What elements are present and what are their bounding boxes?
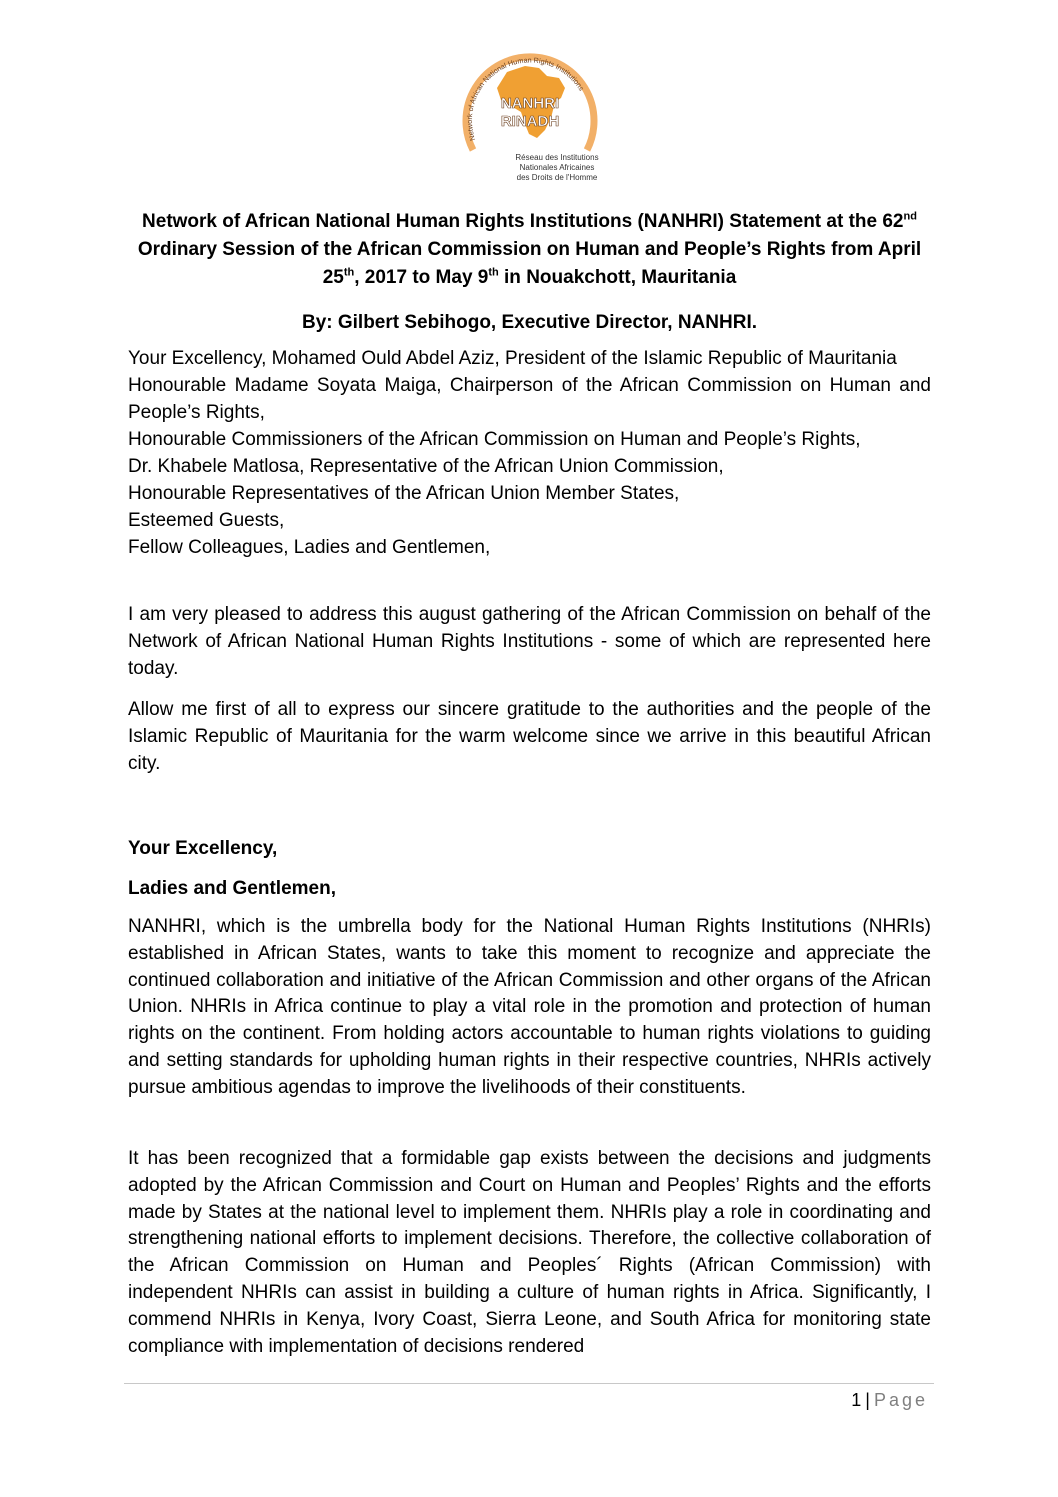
logo-line2: RINADH bbox=[500, 113, 560, 130]
salutation-line: Fellow Colleagues, Ladies and Gentlemen, bbox=[128, 537, 491, 558]
title-sup3: th bbox=[488, 266, 499, 279]
salutation-line: Honourable Madame Soyata Maiga, Chairperson of the African Commission on Human and People’s Rights, bbox=[128, 375, 931, 423]
salutations bbox=[128, 345, 931, 561]
page-word: Page bbox=[873, 1390, 928, 1410]
paragraph-opening: I am very pleased to address this august gathering of the African Commission on behalf of the Network of African National Human Rights Institutions - some of which are represented here today. bbox=[128, 604, 931, 679]
logo-arc-text: Network of African National Human Rights Institutions bbox=[464, 55, 587, 142]
logo-line1: NANHRI bbox=[500, 95, 560, 112]
salutation-line: Honourable Commissioners of the African Commission on Human and People’s Rights, bbox=[128, 429, 861, 450]
logo-sub3: des Droits de l'Homme bbox=[516, 173, 598, 182]
salutation-line: Your Excellency, Mohamed Ould Abdel Aziz, President of the Islamic Republic of Mauritania bbox=[128, 348, 897, 369]
paragraph-gratitude: Allow me first of all to express our sincere gratitude to the authorities and the people of the Islamic Republic of Mauritania for the warm welcome since we arrive in this beautiful African city. bbox=[128, 699, 931, 774]
paragraph-nanhri: NANHRI, which is the umbrella body for the National Human Rights Institutions (NHRIs) established in African States, wants to take this moment to recognize and appreciate the continued collaboration and initiative of the African Commission and other organs of the African Union. NHRIs in Africa continue to play a vital role in the promotion and protection of human rights on the continent. From holding actors accountable to human rights violations to guiding and setting standards for upholding human rights in their respective countries, NHRIs actively pursue ambitious agendas to improve the livelihoods of their constituents. bbox=[128, 916, 931, 1098]
salutation-line: Dr. Khabele Matlosa, Representative of the African Union Commission, bbox=[128, 456, 724, 477]
paragraph-gap: It has been recognized that a formidable gap exists between the decisions and judgments adopted by the African Commission and Court on Human and Peoples’ Rights and the efforts made by States at the national level to implement them. NHRIs play a role in coordinating and strengthening national efforts to implement decisions. Therefore, the collective collaboration of the African Commission on Human and Peoples´ Rights (African Commission) with independent NHRIs can assist in building a culture of human rights in Africa. Significantly, I commend NHRIs in Kenya, Ivory Coast, Sierra Leone, and South Africa for monitoring state compliance with implementation of decisions rendered bbox=[128, 1148, 931, 1357]
title-sup1: nd bbox=[903, 210, 917, 223]
title-part4: in Nouakchott, Mauritania bbox=[498, 267, 737, 288]
heading-ladies-gentlemen: Ladies and Gentlemen, bbox=[128, 878, 336, 899]
title-part2: Ordinary Session of the African Commission on Human and People’s Rights from April 25 bbox=[137, 239, 922, 288]
page-number-separator: | bbox=[865, 1390, 870, 1410]
salutation-line: Esteemed Guests, bbox=[128, 510, 285, 531]
title-part3: , 2017 to May 9 bbox=[354, 267, 489, 288]
logo-graphic bbox=[455, 32, 605, 187]
footer-divider bbox=[124, 1383, 934, 1384]
title-sup2: th bbox=[343, 266, 355, 279]
nanhri-logo bbox=[455, 32, 605, 187]
logo-sub2: Nationales Africaines bbox=[519, 163, 595, 172]
heading-excellency: Your Excellency, bbox=[128, 838, 278, 859]
logo-sub1: Réseau des Institutions bbox=[515, 153, 599, 162]
page-number-value: 1 bbox=[851, 1390, 862, 1410]
document-title bbox=[128, 208, 931, 292]
page-number bbox=[851, 1388, 928, 1412]
byline: By: Gilbert Sebihogo, Executive Director, NANHRI. bbox=[301, 312, 758, 333]
title-part1: Network of African National Human Rights Institutions (NANHRI) Statement at the 62 bbox=[142, 211, 904, 232]
salutation-line: Honourable Representatives of the African Union Member States, bbox=[128, 483, 680, 504]
